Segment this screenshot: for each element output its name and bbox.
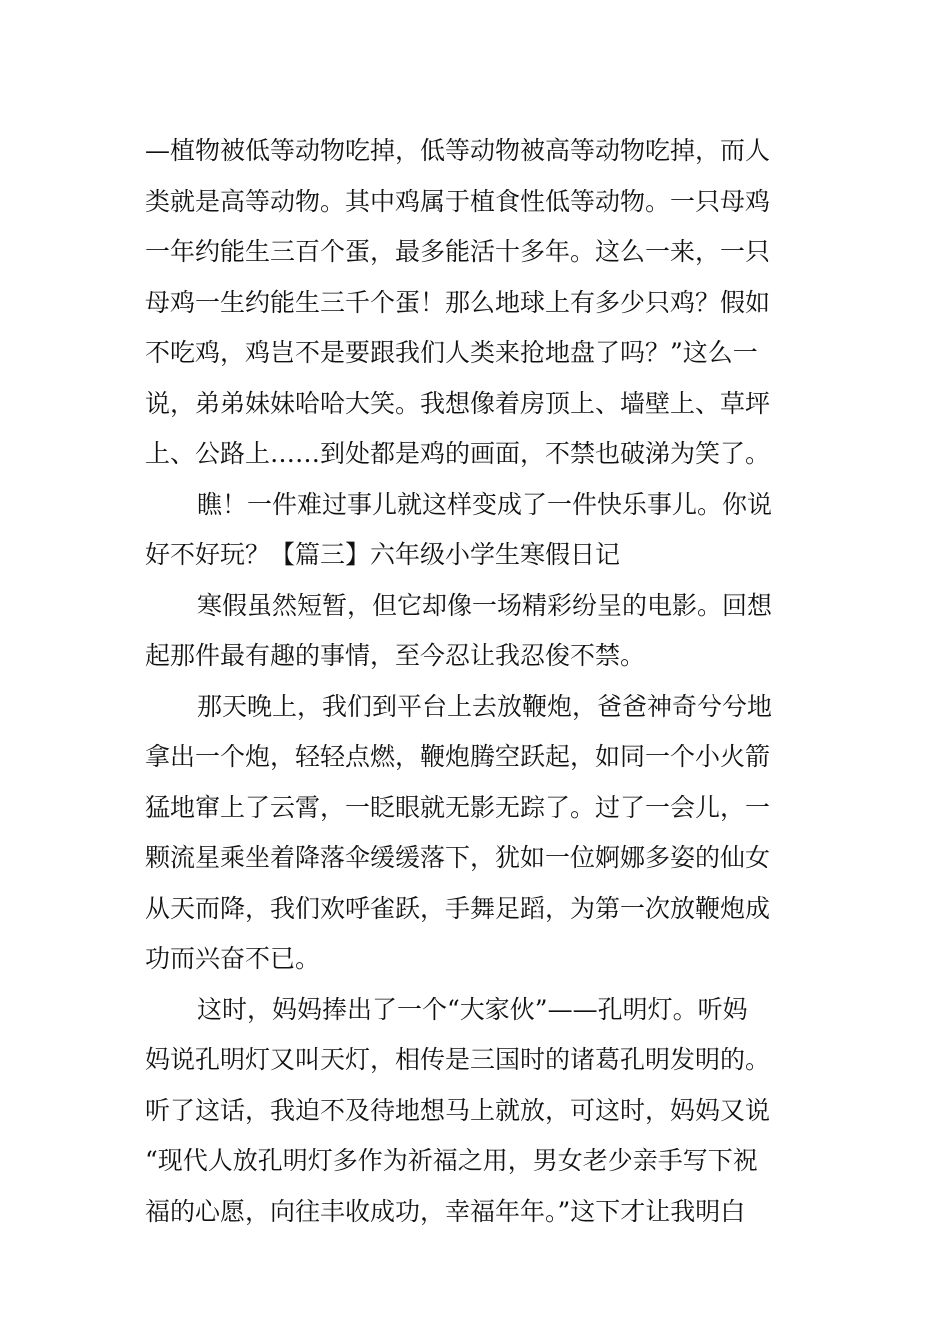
text-line: 上、公路上……到处都是鸡的画面，不禁也破涕为笑了。 — [145, 439, 771, 468]
text-line: 颗流星乘坐着降落伞缓缓落下，犹如一位婀娜多姿的仙女 — [145, 843, 771, 872]
text-line: 一年约能生三百个蛋，最多能活十多年。这么一来，一只 — [145, 237, 771, 266]
text-line: 类就是高等动物。其中鸡属于植食性低等动物。一只母鸡 — [145, 186, 771, 216]
text-line: 功而兴奋不已。 — [145, 944, 321, 973]
text-line: 那天晚上，我们到平台上去放鞭炮，爸爸神奇兮兮地 — [197, 691, 773, 721]
text-line: 听了这话，我迫不及待地想马上就放，可这时，妈妈又说 — [145, 1095, 771, 1125]
text-line: 拿出一个炮，轻轻点燃，鞭炮腾空跃起，如同一个小火箭 — [145, 742, 771, 771]
text-line: —植物被低等动物吃掉，低等动物被高等动物吃掉，而人 — [145, 136, 771, 165]
text-line: 从天而降，我们欢呼雀跃，手舞足蹈，为第一次放鞭炮成 — [145, 893, 771, 923]
text-line: 这时，妈妈捧出了一个“大家伙”——孔明灯。听妈 — [197, 994, 748, 1024]
text-line: “现代人放孔明灯多作为祈福之用，男女老少亲手写下祝 — [145, 1146, 758, 1175]
document-body — [145, 126, 810, 1237]
text-line: 说，弟弟妹妹哈哈大笑。我想像着房顶上、墙壁上、草坪 — [145, 388, 771, 418]
text-line: 母鸡一生约能生三千个蛋！那么地球上有多少只鸡？假如 — [145, 287, 771, 317]
text-line: 猛地窜上了云霄，一眨眼就无影无踪了。过了一会儿，一 — [145, 792, 771, 822]
text-line: 好不好玩？【篇三】六年级小学生寒假日记 — [145, 540, 621, 569]
text-line: 起那件最有趣的事情，至今忍让我忍俊不禁。 — [145, 641, 646, 670]
text-line: 福的心愿，向往丰收成功，幸福年年。”这下才让我明白 — [145, 1196, 746, 1226]
text-line: 寒假虽然短暂，但它却像一场精彩纷呈的电影。回想 — [197, 590, 773, 620]
text-line: 妈说孔明灯又叫天灯，相传是三国时的诸葛孔明发明的。 — [145, 1045, 771, 1074]
text-line: 瞧！一件难过事儿就这样变成了一件快乐事儿。你说 — [197, 489, 773, 519]
text-line: 不吃鸡，鸡岂不是要跟我们人类来抢地盘了吗？”这么一 — [145, 338, 758, 367]
